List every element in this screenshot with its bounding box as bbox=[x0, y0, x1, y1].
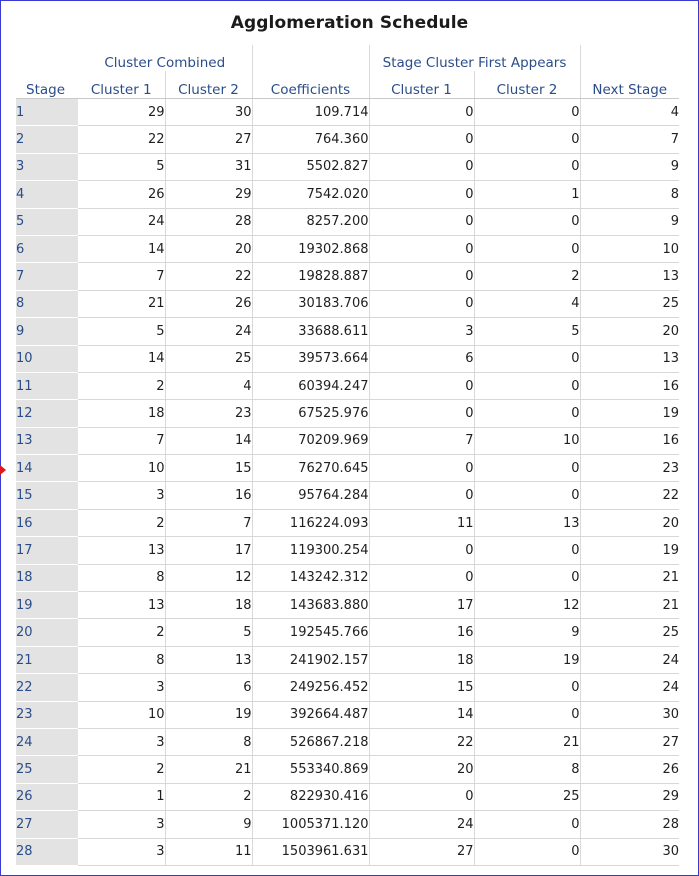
stage-cluster2-cell: 0 bbox=[474, 345, 580, 372]
group-header-stage-cluster: Stage Cluster First Appears bbox=[369, 45, 580, 71]
stage-cluster1-cell: 0 bbox=[369, 235, 474, 262]
table-row[interactable] bbox=[16, 345, 679, 372]
cluster1-cell: 8 bbox=[78, 564, 165, 591]
stage-cluster2-cell: 0 bbox=[474, 153, 580, 180]
cluster2-cell: 6 bbox=[165, 674, 252, 701]
stage-cluster2-cell: 2 bbox=[474, 263, 580, 290]
stage-cluster1-cell: 14 bbox=[369, 701, 474, 728]
stage-cluster1-cell: 6 bbox=[369, 345, 474, 372]
next-stage-cell: 9 bbox=[580, 208, 679, 235]
cluster2-cell: 26 bbox=[165, 290, 252, 317]
stage-cell: 19 bbox=[16, 592, 78, 619]
cluster1-cell: 3 bbox=[78, 728, 165, 755]
cluster2-cell: 28 bbox=[165, 208, 252, 235]
agglomeration-table bbox=[16, 45, 679, 866]
stage-cluster2-cell: 0 bbox=[474, 99, 580, 126]
table-row[interactable] bbox=[16, 619, 679, 646]
stage-cell: 13 bbox=[16, 427, 78, 454]
stage-cell: 17 bbox=[16, 537, 78, 564]
stage-cluster1-cell: 0 bbox=[369, 537, 474, 564]
next-stage-cell: 13 bbox=[580, 345, 679, 372]
cluster1-cell: 13 bbox=[78, 537, 165, 564]
stage-cell: 24 bbox=[16, 728, 78, 755]
stage-cluster2-cell: 0 bbox=[474, 208, 580, 235]
stage-cluster2-cell: 0 bbox=[474, 235, 580, 262]
table-row[interactable] bbox=[16, 482, 679, 509]
next-stage-cell: 23 bbox=[580, 455, 679, 482]
stage-cell: 20 bbox=[16, 619, 78, 646]
cluster2-cell: 8 bbox=[165, 728, 252, 755]
cluster1-cell: 14 bbox=[78, 345, 165, 372]
coefficient-cell: 109.714 bbox=[252, 99, 369, 126]
stage-cell: 1 bbox=[16, 99, 78, 126]
column-header-cluster2: Cluster 2 bbox=[165, 71, 252, 99]
selected-row-marker bbox=[0, 465, 6, 475]
coefficient-cell: 249256.452 bbox=[252, 674, 369, 701]
stage-cluster1-cell: 7 bbox=[369, 427, 474, 454]
stage-cluster2-cell: 0 bbox=[474, 455, 580, 482]
column-header-stage-cluster1: Cluster 1 bbox=[369, 71, 474, 99]
coefficient-cell: 192545.766 bbox=[252, 619, 369, 646]
column-header-stage: Stage bbox=[16, 71, 78, 99]
group-header-cluster-combined: Cluster Combined bbox=[78, 45, 252, 71]
stage-cluster1-cell: 0 bbox=[369, 99, 474, 126]
cluster1-cell: 3 bbox=[78, 674, 165, 701]
stage-cluster2-cell: 0 bbox=[474, 564, 580, 591]
coefficient-cell: 392664.487 bbox=[252, 701, 369, 728]
stage-cluster1-cell: 22 bbox=[369, 728, 474, 755]
stage-cluster1-cell: 24 bbox=[369, 811, 474, 838]
cluster2-cell: 2 bbox=[165, 783, 252, 810]
table-row[interactable] bbox=[16, 756, 679, 783]
table-row[interactable] bbox=[16, 235, 679, 262]
stage-cluster2-cell: 0 bbox=[474, 372, 580, 399]
table-row[interactable] bbox=[16, 838, 679, 865]
stage-cluster2-cell: 13 bbox=[474, 509, 580, 536]
stage-cluster1-cell: 0 bbox=[369, 153, 474, 180]
stage-cell: 15 bbox=[16, 482, 78, 509]
stage-cluster1-cell: 0 bbox=[369, 400, 474, 427]
stage-cell: 22 bbox=[16, 674, 78, 701]
stage-cluster2-cell: 5 bbox=[474, 318, 580, 345]
stage-cluster1-cell: 18 bbox=[369, 646, 474, 673]
next-stage-cell: 29 bbox=[580, 783, 679, 810]
cluster2-cell: 18 bbox=[165, 592, 252, 619]
stage-cell: 23 bbox=[16, 701, 78, 728]
cluster2-cell: 30 bbox=[165, 99, 252, 126]
coefficient-cell: 70209.969 bbox=[252, 427, 369, 454]
coefficient-cell: 33688.611 bbox=[252, 318, 369, 345]
cluster2-cell: 13 bbox=[165, 646, 252, 673]
coefficient-cell: 143683.880 bbox=[252, 592, 369, 619]
stage-cell: 16 bbox=[16, 509, 78, 536]
next-stage-cell: 21 bbox=[580, 592, 679, 619]
cluster1-cell: 18 bbox=[78, 400, 165, 427]
coefficient-cell: 8257.200 bbox=[252, 208, 369, 235]
stage-cluster2-cell: 0 bbox=[474, 126, 580, 153]
cluster1-cell: 8 bbox=[78, 646, 165, 673]
stage-cluster1-cell: 0 bbox=[369, 482, 474, 509]
table-row[interactable] bbox=[16, 728, 679, 755]
coefficient-cell: 822930.416 bbox=[252, 783, 369, 810]
table-row[interactable] bbox=[16, 427, 679, 454]
stage-cell: 7 bbox=[16, 263, 78, 290]
stage-cluster2-cell: 0 bbox=[474, 838, 580, 865]
stage-cell: 6 bbox=[16, 235, 78, 262]
cluster1-cell: 29 bbox=[78, 99, 165, 126]
next-stage-cell: 8 bbox=[580, 181, 679, 208]
cluster2-cell: 24 bbox=[165, 318, 252, 345]
stage-cluster2-cell: 9 bbox=[474, 619, 580, 646]
cluster2-cell: 9 bbox=[165, 811, 252, 838]
cluster1-cell: 7 bbox=[78, 427, 165, 454]
stage-cluster2-cell: 12 bbox=[474, 592, 580, 619]
stage-cell: 28 bbox=[16, 838, 78, 865]
table-row[interactable] bbox=[16, 372, 679, 399]
next-stage-cell: 13 bbox=[580, 263, 679, 290]
coefficient-cell: 1005371.120 bbox=[252, 811, 369, 838]
coefficient-cell: 30183.706 bbox=[252, 290, 369, 317]
cluster1-cell: 5 bbox=[78, 153, 165, 180]
stage-cluster1-cell: 3 bbox=[369, 318, 474, 345]
cluster2-cell: 15 bbox=[165, 455, 252, 482]
stage-cluster1-cell: 0 bbox=[369, 290, 474, 317]
table-row[interactable] bbox=[16, 537, 679, 564]
table-row[interactable] bbox=[16, 181, 679, 208]
table-row[interactable] bbox=[16, 455, 679, 482]
stage-cell: 8 bbox=[16, 290, 78, 317]
table-row[interactable] bbox=[16, 208, 679, 235]
stage-cluster1-cell: 0 bbox=[369, 208, 474, 235]
next-stage-cell: 20 bbox=[580, 509, 679, 536]
table-row[interactable] bbox=[16, 318, 679, 345]
next-stage-cell: 25 bbox=[580, 290, 679, 317]
cluster2-cell: 27 bbox=[165, 126, 252, 153]
coefficient-cell: 1503961.631 bbox=[252, 838, 369, 865]
coefficient-cell: 19302.868 bbox=[252, 235, 369, 262]
stage-cell: 11 bbox=[16, 372, 78, 399]
stage-cell: 25 bbox=[16, 756, 78, 783]
stage-cluster1-cell: 11 bbox=[369, 509, 474, 536]
cluster1-cell: 24 bbox=[78, 208, 165, 235]
stage-cluster2-cell: 25 bbox=[474, 783, 580, 810]
next-stage-cell: 10 bbox=[580, 235, 679, 262]
next-stage-cell: 16 bbox=[580, 372, 679, 399]
cluster1-cell: 10 bbox=[78, 701, 165, 728]
table-title: Agglomeration Schedule bbox=[230, 13, 469, 33]
coefficient-cell: 764.360 bbox=[252, 126, 369, 153]
table-row[interactable] bbox=[16, 400, 679, 427]
cluster2-cell: 4 bbox=[165, 372, 252, 399]
next-stage-cell: 19 bbox=[580, 537, 679, 564]
stage-cluster2-cell: 0 bbox=[474, 701, 580, 728]
cluster2-cell: 7 bbox=[165, 509, 252, 536]
column-header-stage-cluster2: Cluster 2 bbox=[474, 71, 580, 99]
next-stage-cell: 7 bbox=[580, 126, 679, 153]
next-stage-cell: 28 bbox=[580, 811, 679, 838]
coefficient-cell: 5502.827 bbox=[252, 153, 369, 180]
cluster2-cell: 17 bbox=[165, 537, 252, 564]
cluster2-cell: 19 bbox=[165, 701, 252, 728]
stage-cluster2-cell: 4 bbox=[474, 290, 580, 317]
column-header-cluster1: Cluster 1 bbox=[78, 71, 165, 99]
table-row[interactable] bbox=[16, 646, 679, 673]
stage-cluster1-cell: 0 bbox=[369, 263, 474, 290]
cluster1-cell: 10 bbox=[78, 455, 165, 482]
table-row[interactable] bbox=[16, 674, 679, 701]
cluster2-cell: 22 bbox=[165, 263, 252, 290]
next-stage-cell: 19 bbox=[580, 400, 679, 427]
cluster1-cell: 2 bbox=[78, 509, 165, 536]
cluster2-cell: 5 bbox=[165, 619, 252, 646]
stage-cluster2-cell: 1 bbox=[474, 181, 580, 208]
next-stage-cell: 24 bbox=[580, 646, 679, 673]
coefficient-cell: 19828.887 bbox=[252, 263, 369, 290]
stage-cluster1-cell: 0 bbox=[369, 783, 474, 810]
stage-cluster2-cell: 8 bbox=[474, 756, 580, 783]
stage-cluster2-cell: 0 bbox=[474, 811, 580, 838]
coefficient-cell: 60394.247 bbox=[252, 372, 369, 399]
table-row[interactable] bbox=[16, 290, 679, 317]
coefficient-cell: 241902.157 bbox=[252, 646, 369, 673]
cluster2-cell: 21 bbox=[165, 756, 252, 783]
next-stage-cell: 16 bbox=[580, 427, 679, 454]
stage-cell: 18 bbox=[16, 564, 78, 591]
coefficient-cell: 39573.664 bbox=[252, 345, 369, 372]
table-row[interactable] bbox=[16, 263, 679, 290]
table-row[interactable] bbox=[16, 153, 679, 180]
stage-cluster1-cell: 0 bbox=[369, 126, 474, 153]
stage-cell: 9 bbox=[16, 318, 78, 345]
table-row[interactable] bbox=[16, 811, 679, 838]
coefficient-cell: 116224.093 bbox=[252, 509, 369, 536]
next-stage-cell: 30 bbox=[580, 701, 679, 728]
stage-cell: 5 bbox=[16, 208, 78, 235]
coefficient-cell: 119300.254 bbox=[252, 537, 369, 564]
cluster2-cell: 20 bbox=[165, 235, 252, 262]
cluster1-cell: 14 bbox=[78, 235, 165, 262]
stage-cell: 12 bbox=[16, 400, 78, 427]
stage-cluster2-cell: 19 bbox=[474, 646, 580, 673]
next-stage-cell: 27 bbox=[580, 728, 679, 755]
cluster2-cell: 31 bbox=[165, 153, 252, 180]
stage-cluster2-cell: 0 bbox=[474, 674, 580, 701]
cluster2-cell: 25 bbox=[165, 345, 252, 372]
coefficient-cell: 76270.645 bbox=[252, 455, 369, 482]
cluster1-cell: 13 bbox=[78, 592, 165, 619]
stage-cell: 4 bbox=[16, 181, 78, 208]
cluster1-cell: 3 bbox=[78, 811, 165, 838]
cluster1-cell: 26 bbox=[78, 181, 165, 208]
stage-cell: 26 bbox=[16, 783, 78, 810]
cluster1-cell: 22 bbox=[78, 126, 165, 153]
cluster2-cell: 23 bbox=[165, 400, 252, 427]
next-stage-cell: 26 bbox=[580, 756, 679, 783]
cluster2-cell: 12 bbox=[165, 564, 252, 591]
cluster1-cell: 2 bbox=[78, 756, 165, 783]
cluster1-cell: 2 bbox=[78, 372, 165, 399]
cluster2-cell: 11 bbox=[165, 838, 252, 865]
stage-cluster2-cell: 10 bbox=[474, 427, 580, 454]
next-stage-cell: 30 bbox=[580, 838, 679, 865]
next-stage-cell: 20 bbox=[580, 318, 679, 345]
table-row[interactable] bbox=[16, 509, 679, 536]
cluster1-cell: 3 bbox=[78, 838, 165, 865]
cluster2-cell: 16 bbox=[165, 482, 252, 509]
stage-cell: 21 bbox=[16, 646, 78, 673]
cluster1-cell: 2 bbox=[78, 619, 165, 646]
cluster2-cell: 14 bbox=[165, 427, 252, 454]
stage-cell: 10 bbox=[16, 345, 78, 372]
stage-cluster1-cell: 0 bbox=[369, 372, 474, 399]
stage-cell: 2 bbox=[16, 126, 78, 153]
table-row[interactable] bbox=[16, 592, 679, 619]
stage-cluster2-cell: 0 bbox=[474, 400, 580, 427]
next-stage-cell: 22 bbox=[580, 482, 679, 509]
coefficient-cell: 553340.869 bbox=[252, 756, 369, 783]
stage-cluster1-cell: 27 bbox=[369, 838, 474, 865]
coefficient-cell: 95764.284 bbox=[252, 482, 369, 509]
column-header-coefficients: Coefficients bbox=[252, 71, 369, 99]
cluster2-cell: 29 bbox=[165, 181, 252, 208]
next-stage-cell: 25 bbox=[580, 619, 679, 646]
stage-cluster1-cell: 0 bbox=[369, 564, 474, 591]
table-row[interactable] bbox=[16, 126, 679, 153]
stage-cluster1-cell: 0 bbox=[369, 455, 474, 482]
coefficient-cell: 67525.976 bbox=[252, 400, 369, 427]
next-stage-cell: 24 bbox=[580, 674, 679, 701]
cluster1-cell: 3 bbox=[78, 482, 165, 509]
cluster1-cell: 21 bbox=[78, 290, 165, 317]
next-stage-cell: 21 bbox=[580, 564, 679, 591]
stage-cell: 3 bbox=[16, 153, 78, 180]
stage-cluster1-cell: 0 bbox=[369, 181, 474, 208]
coefficient-cell: 526867.218 bbox=[252, 728, 369, 755]
coefficient-cell: 143242.312 bbox=[252, 564, 369, 591]
table-row[interactable] bbox=[16, 99, 679, 126]
stage-cell: 14 bbox=[16, 455, 78, 482]
next-stage-cell: 9 bbox=[580, 153, 679, 180]
coefficient-cell: 7542.020 bbox=[252, 181, 369, 208]
stage-cluster1-cell: 15 bbox=[369, 674, 474, 701]
stage-cell: 27 bbox=[16, 811, 78, 838]
cluster1-cell: 7 bbox=[78, 263, 165, 290]
cluster1-cell: 5 bbox=[78, 318, 165, 345]
stage-cluster1-cell: 20 bbox=[369, 756, 474, 783]
cluster1-cell: 1 bbox=[78, 783, 165, 810]
stage-cluster1-cell: 17 bbox=[369, 592, 474, 619]
table-row[interactable] bbox=[16, 701, 679, 728]
stage-cluster1-cell: 16 bbox=[369, 619, 474, 646]
stage-cluster2-cell: 0 bbox=[474, 482, 580, 509]
next-stage-cell: 4 bbox=[580, 99, 679, 126]
stage-cluster2-cell: 0 bbox=[474, 537, 580, 564]
stage-cluster2-cell: 21 bbox=[474, 728, 580, 755]
column-header-next-stage: Next Stage bbox=[580, 71, 679, 99]
table-row[interactable] bbox=[16, 564, 679, 591]
table-row[interactable] bbox=[16, 783, 679, 810]
